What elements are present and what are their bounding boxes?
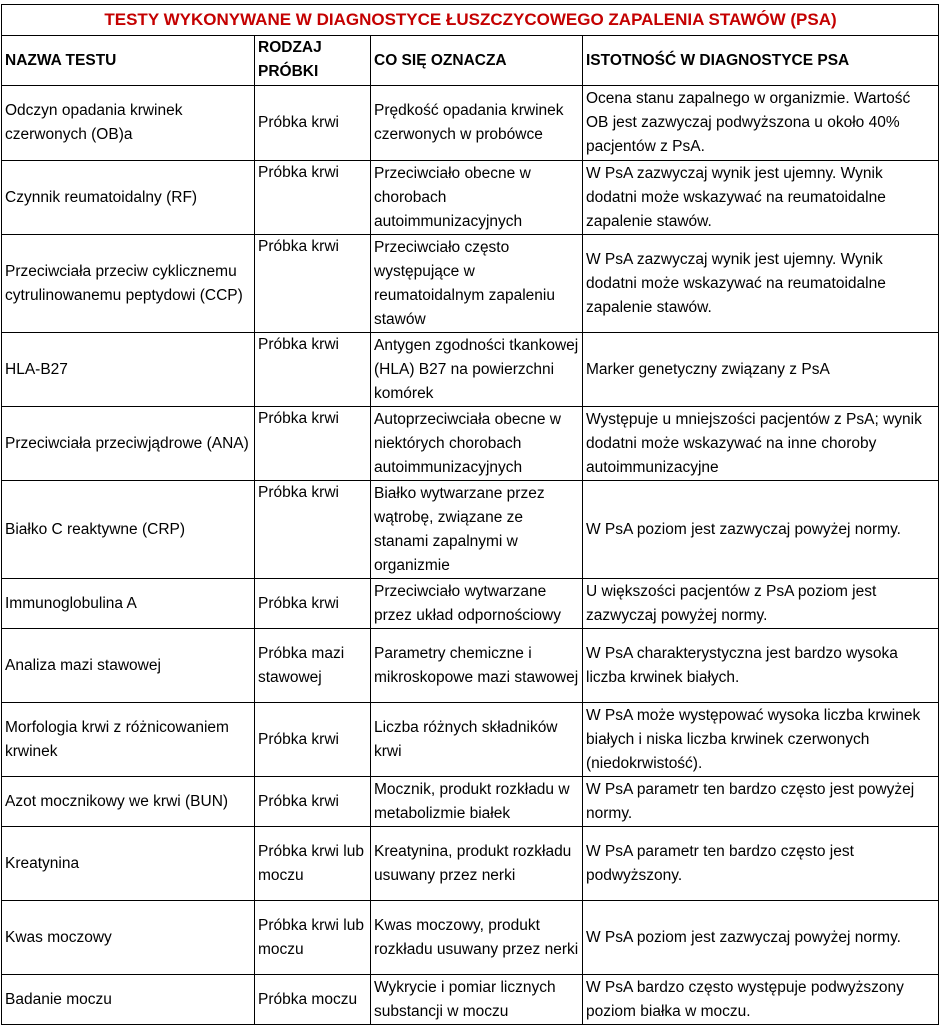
test-name-cell: Immunoglobulina A xyxy=(2,579,255,629)
significance-cell: Ocena stanu zapalnego w organizmie. Wartość OB jest zazwyczaj podwyższona u około 40% pacjentów z PsA. xyxy=(583,86,939,161)
table-row xyxy=(2,481,939,579)
test-name-cell: Białko C reaktywne (CRP) xyxy=(2,481,255,579)
table-row xyxy=(2,161,939,235)
meaning-cell: Prędkość opadania krwinek czerwonych w probówce xyxy=(371,86,583,161)
sample-type-cell: Próbka krwi lub moczu xyxy=(255,827,371,901)
test-name-cell: Analiza mazi stawowej xyxy=(2,629,255,703)
document-sheet xyxy=(1,4,938,1020)
meaning-cell: Przeciwciało często występujące w reumatoidalnym zapaleniu stawów xyxy=(371,235,583,333)
table-row xyxy=(2,333,939,407)
test-name-cell: Przeciwciała przeciw cyklicznemu cytrulinowanemu peptydowi (CCP) xyxy=(2,235,255,333)
significance-cell: Występuje u mniejszości pacjentów z PsA; wynik dodatni może wskazywać na inne choroby autoimmunizacyjne xyxy=(583,407,939,481)
meaning-cell: Kreatynina, produkt rozkładu usuwany przez nerki xyxy=(371,827,583,901)
table-row xyxy=(2,235,939,333)
test-name-cell: Azot mocznikowy we krwi (BUN) xyxy=(2,777,255,827)
meaning-cell: Autoprzeciwciała obecne w niektórych chorobach autoimmunizacyjnych xyxy=(371,407,583,481)
table-row xyxy=(2,579,939,629)
header-significance: ISTOTNOŚĆ W DIAGNOSTYCE PSA xyxy=(583,36,939,86)
meaning-cell: Wykrycie i pomiar licznych substancji w moczu xyxy=(371,975,583,1025)
test-name-cell: Przeciwciała przeciwjądrowe (ANA) xyxy=(2,407,255,481)
sample-type-cell: Próbka krwi lub moczu xyxy=(255,901,371,975)
significance-cell: W PsA parametr ten bardzo często jest powyżej normy. xyxy=(583,777,939,827)
table-row xyxy=(2,901,939,975)
significance-cell: U większości pacjentów z PsA poziom jest zazwyczaj powyżej normy. xyxy=(583,579,939,629)
sample-type-cell: Próbka krwi xyxy=(255,235,371,333)
header-meaning: CO SIĘ OZNACZA xyxy=(371,36,583,86)
header-row xyxy=(2,36,939,86)
sample-type-cell: Próbka mazi stawowej xyxy=(255,629,371,703)
meaning-cell: Antygen zgodności tkankowej (HLA) B27 na powierzchni komórek xyxy=(371,333,583,407)
test-name-cell: Kwas moczowy xyxy=(2,901,255,975)
sample-type-cell: Próbka krwi xyxy=(255,333,371,407)
sample-type-cell: Próbka krwi xyxy=(255,579,371,629)
test-name-cell: Morfologia krwi z różnicowaniem krwinek xyxy=(2,703,255,777)
sample-type-cell: Próbka krwi xyxy=(255,777,371,827)
table-row xyxy=(2,629,939,703)
test-name-cell: Odczyn opadania krwinek czerwonych (OB)a xyxy=(2,86,255,161)
meaning-cell: Liczba różnych składników krwi xyxy=(371,703,583,777)
test-name-cell: HLA-B27 xyxy=(2,333,255,407)
sample-type-cell: Próbka krwi xyxy=(255,161,371,235)
header-sample-type: RODZAJ PRÓBKI xyxy=(255,36,371,86)
significance-cell: W PsA bardzo często występuje podwyższony poziom białka w moczu. xyxy=(583,975,939,1025)
table-row xyxy=(2,86,939,161)
significance-cell: Marker genetyczny związany z PsA xyxy=(583,333,939,407)
sample-type-cell: Próbka moczu xyxy=(255,975,371,1025)
table-row xyxy=(2,777,939,827)
sample-type-cell: Próbka krwi xyxy=(255,481,371,579)
title-row xyxy=(2,5,939,36)
test-name-cell: Czynnik reumatoidalny (RF) xyxy=(2,161,255,235)
meaning-cell: Mocznik, produkt rozkładu w metabolizmie białek xyxy=(371,777,583,827)
test-name-cell: Kreatynina xyxy=(2,827,255,901)
meaning-cell: Przeciwciało wytwarzane przez układ odpornościowy xyxy=(371,579,583,629)
meaning-cell: Białko wytwarzane przez wątrobę, związane ze stanami zapalnymi w organizmie xyxy=(371,481,583,579)
significance-cell: W PsA może występować wysoka liczba krwinek białych i niska liczba krwinek czerwonych (niedokrwistość). xyxy=(583,703,939,777)
table-row xyxy=(2,827,939,901)
meaning-cell: Kwas moczowy, produkt rozkładu usuwany przez nerki xyxy=(371,901,583,975)
significance-cell: W PsA parametr ten bardzo często jest podwyższony. xyxy=(583,827,939,901)
sample-type-cell: Próbka krwi xyxy=(255,703,371,777)
table-title: TESTY WYKONYWANE W DIAGNOSTYCE ŁUSZCZYCOWEGO ZAPALENIA STAWÓW (PSA) xyxy=(2,5,939,36)
significance-cell: W PsA zazwyczaj wynik jest ujemny. Wynik dodatni może wskazywać na reumatoidalne zapalenie stawów. xyxy=(583,161,939,235)
test-name-cell: Badanie moczu xyxy=(2,975,255,1025)
significance-cell: W PsA poziom jest zazwyczaj powyżej normy. xyxy=(583,481,939,579)
significance-cell: W PsA zazwyczaj wynik jest ujemny. Wynik dodatni może wskazywać na reumatoidalne zapalenie stawów. xyxy=(583,235,939,333)
sample-type-cell: Próbka krwi xyxy=(255,407,371,481)
table-row xyxy=(2,975,939,1025)
diagnostic-tests-table xyxy=(1,4,939,1025)
significance-cell: W PsA poziom jest zazwyczaj powyżej normy. xyxy=(583,901,939,975)
significance-cell: W PsA charakterystyczna jest bardzo wysoka liczba krwinek białych. xyxy=(583,629,939,703)
meaning-cell: Parametry chemiczne i mikroskopowe mazi stawowej xyxy=(371,629,583,703)
meaning-cell: Przeciwciało obecne w chorobach autoimmunizacyjnych xyxy=(371,161,583,235)
table-row xyxy=(2,407,939,481)
sample-type-cell: Próbka krwi xyxy=(255,86,371,161)
header-test-name: NAZWA TESTU xyxy=(2,36,255,86)
table-row xyxy=(2,703,939,777)
